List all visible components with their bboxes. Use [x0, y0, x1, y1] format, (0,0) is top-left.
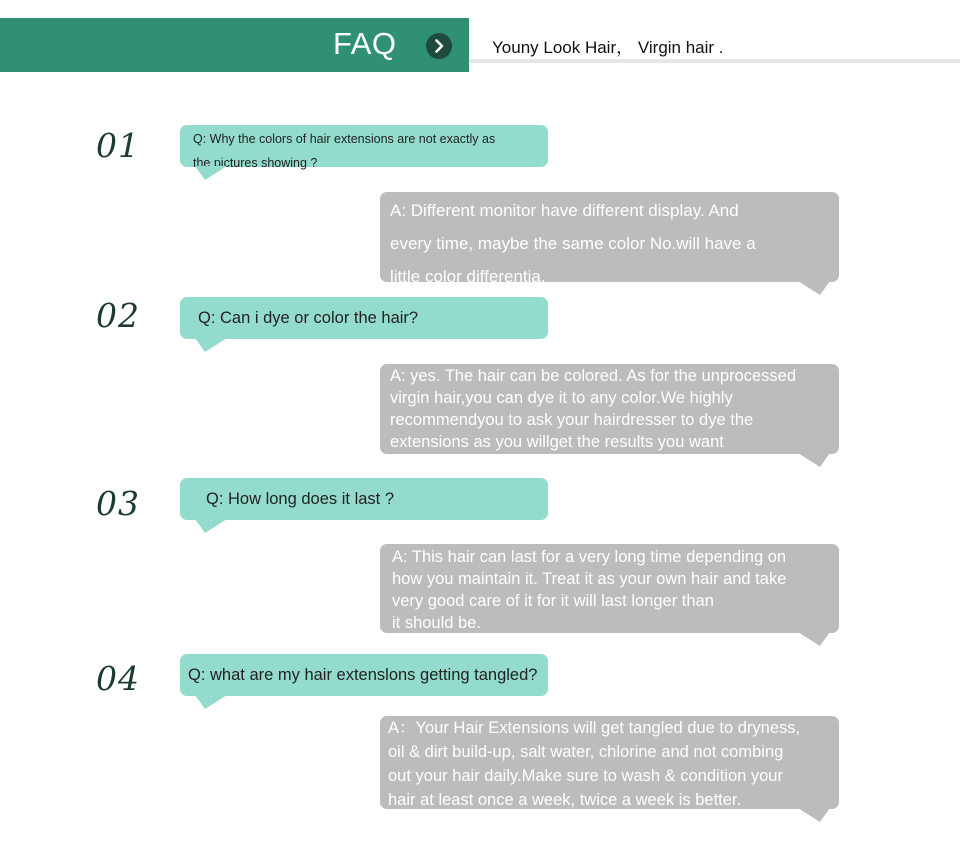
faq-number: 03 — [96, 484, 140, 523]
answer-bubble-tail — [798, 808, 830, 822]
question-bubble — [180, 478, 548, 520]
question-text: Q: How long does it last ? — [206, 490, 395, 508]
question-bubble-tail — [195, 519, 227, 533]
header-subtitle: Youny Look Hair， Virgin hair . — [492, 38, 724, 57]
answer-text: A: Different monitor have different display. And every time, maybe the same color No.will have a little color differentia. — [390, 201, 756, 286]
question-bubble-tail — [195, 695, 227, 709]
question-text: Q: Why the colors of hair extensions are not exactly as the pictures showing ? — [193, 132, 496, 170]
question-bubble — [180, 297, 548, 339]
question-text: Q: Can i dye or color the hair? — [198, 309, 419, 327]
answer-text: A: yes. The hair can be colored. As for the unprocessed virgin hair,you can dye it to any color.We highly recommendyou to ask your hairdresser to dye the extensions as you willget the results you want — [390, 367, 797, 451]
question-bubble — [180, 125, 548, 170]
answer-bubble-tail — [798, 453, 830, 467]
question-text: Q: what are my hair extenslons getting tangled? — [188, 666, 538, 684]
answer-text: A：Your Hair Extensions will get tangled due to dryness, oil & dirt build-up, salt water, chlorine and not combing out your hair daily.Make sure to wash & condition your hair at least once a week, twice a week is better. — [388, 719, 801, 809]
header-divider — [469, 59, 960, 63]
question-bubble — [180, 654, 548, 696]
chevron-right-circle-icon — [426, 33, 452, 59]
page-title: FAQ — [333, 26, 397, 61]
answer-text: A: This hair can last for a very long time depending on how you maintain it. Treat it as your own hair and take very good care of it for it will last longer than it should be. — [392, 548, 787, 632]
answer-bubble — [380, 716, 839, 809]
answer-bubble-tail — [798, 281, 830, 295]
faq-number: 04 — [96, 659, 140, 698]
question-bubble-tail — [195, 338, 227, 352]
question-bubble-tail — [195, 166, 227, 180]
faq-number: 02 — [96, 296, 140, 335]
faq-number: 01 — [96, 126, 140, 165]
answer-bubble — [380, 364, 839, 454]
answer-bubble — [380, 192, 839, 286]
answer-bubble-tail — [798, 632, 830, 646]
answer-bubble — [380, 544, 839, 633]
header-band — [0, 18, 469, 72]
